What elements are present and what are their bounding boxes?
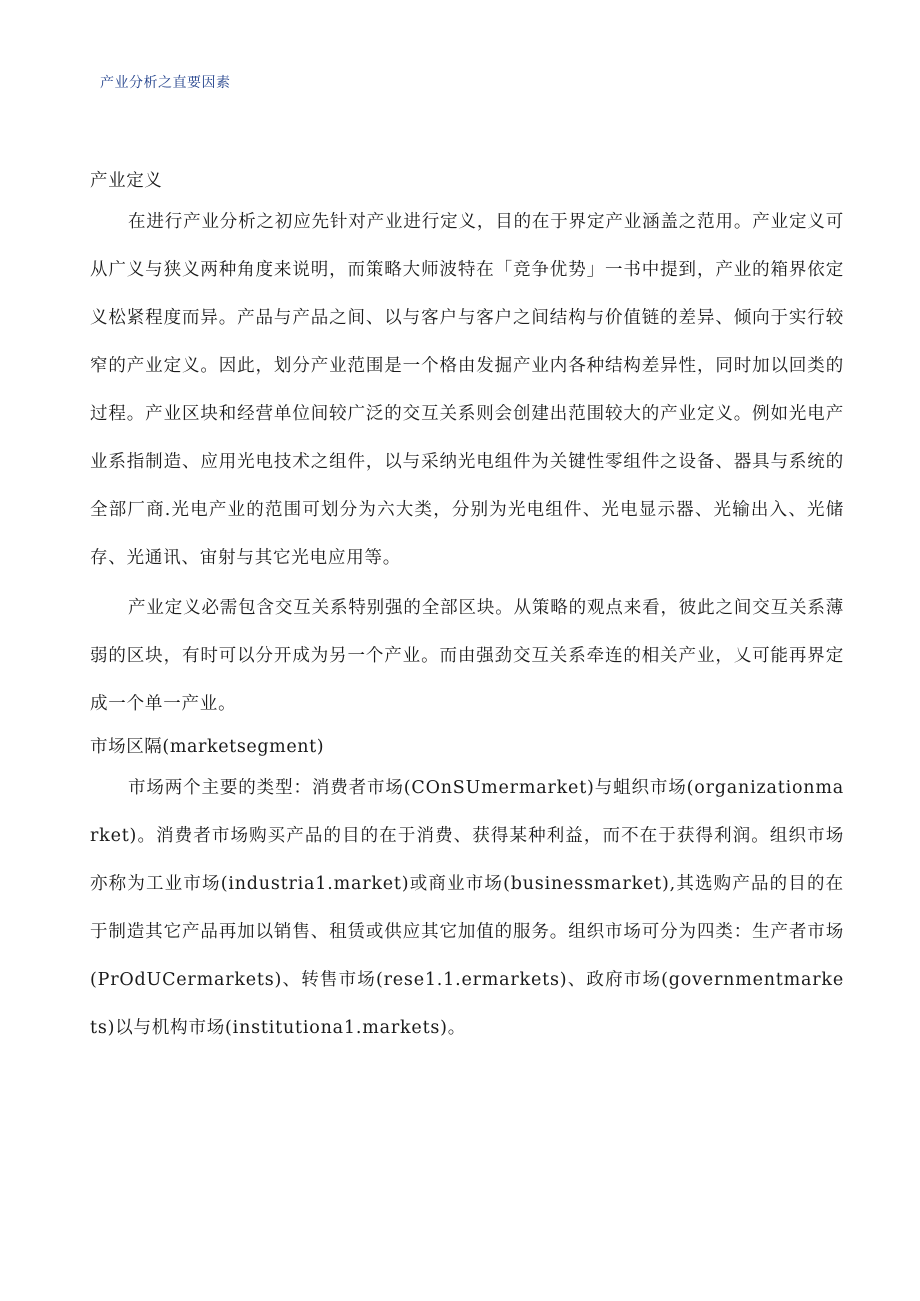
section-heading-industry-definition: 产业定义 — [90, 171, 163, 191]
paragraph-industry-definition-1: 在进行产业分析之初应先针对产业进行定义，目的在于界定产业涵盖之范用。产业定义可从广义与狭义两种角度来说明，而策略大师波特在「竞争优势」一书中提到，产业的箱界依定义松紧程度而异。产品与产品之间、以与客户与客户之间结构与价值链的差异、倾向于实行较窄的产业定义。因此，划分产业范围是一个格由发掘产业内各种结构差异性，同时加以回类的过程。产业区块和经营单位间较广泛的交互关系则会创建出范围较大的产业定义。例如光电产业系指制造、应用光电技术之组件，以与采纳光电组件为关键性零组件之设备、器具与系统的全部厂商.光电产业的范围可划分为六大类，分别为光电组件、光电显示器、光输出入、光储存、光通讯、宙射与其它光电应用等。 — [90, 212, 844, 568]
section-heading-market-segment: 市场区隔(marketsegment) — [90, 737, 325, 757]
paragraph-industry-definition-2: 产业定义必需包含交互关系特别强的全部区块。从策略的观点来看，彼此之间交互关系薄弱的区块，有时可以分开成为另一个产业。而由强劲交互关系牵连的相关产业，乂可能再界定成一个单一产业。 — [90, 598, 844, 714]
document-body — [90, 166, 844, 1052]
document-header-title: 产业分析之直要因素 — [100, 75, 231, 91]
paragraph-market-segment-1: 市场两个主要的类型：消费者市场(COnSUmermarket)与蛆织市场(organizationmarket)。消费者市场购买产品的目的在于消费、获得某种利益，而不在于获得利润。组织市场亦称为工业市场(industria1.market)或商业市场(businessmarket),其选购产品的目的在于制造其它产品再加以销售、租赁或供应其它加值的服务。组织市场可分为四类：生产者市场(PrOdUCermarkets)、转售市场(rese1.1.ermarkets)、政府市场(governmentmarkets)以与机构市场(institutiona1.markets)。 — [90, 778, 844, 1038]
